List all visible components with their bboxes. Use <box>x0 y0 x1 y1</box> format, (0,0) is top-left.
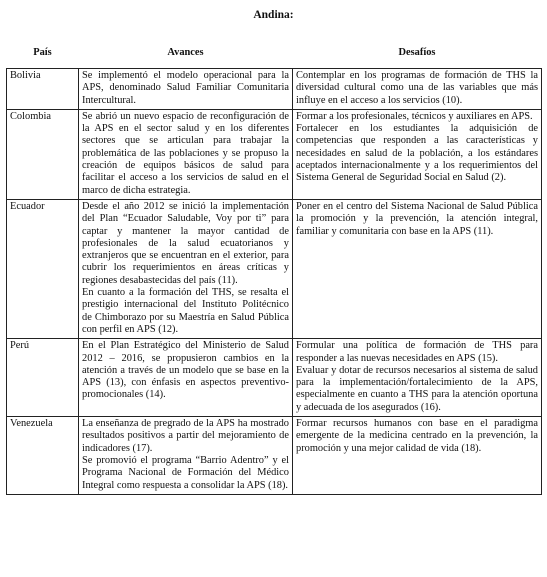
challenges-cell <box>293 339 542 417</box>
table-row <box>7 199 542 338</box>
country-cell: Venezuela <box>7 417 79 495</box>
advances-text: Desde el año 2012 se inició la implementación del Plan “Ecuador Saludable, Voy por ti” para captar y mantener la mayor cantidad de profesionales de la salud ecuatorianos y extranjeros que se encuentran en el exterior, para cubrir los requerimientos en áreas críticas y regiones desabastecidas del país (11). <box>82 200 289 286</box>
advances-text: Se implementó el modelo operacional para la APS, denominado Salud Familiar Comunitaria Intercultural. <box>82 70 289 106</box>
header-country: País <box>7 38 79 69</box>
header-row <box>7 38 542 69</box>
advances-text: La enseñanza de pregrado de la APS ha mostrado resultados positivos a partir del mejoramiento de indicadores (17). <box>82 418 289 454</box>
advances-cell <box>79 199 293 338</box>
advances-text: En el Plan Estratégico del Ministerio de Salud 2012 – 2016, se propusieron cambios en la atención a través de un modelo que se base en la APS (13), con énfasis en aspectos preventivo-promocionales (14). <box>82 340 289 401</box>
challenges-cell <box>293 199 542 338</box>
challenges-text: Fortalecer en los estudiantes la adquisición de competencias que responden a las características y necesidades en salud de la población, a los estándares aceptados internacionalmente y a los requerimientos del Sistema General de Seguridad Social en Salud (2). <box>296 123 538 184</box>
challenges-cell <box>293 417 542 495</box>
advances-text: En cuanto a la formación del THS, se resalta el prestigio internacional del Instituto Politécnico de Chimborazo por su Maestría en Salud Pública con perfil en APS (12). <box>82 287 289 335</box>
section-title: Andina: <box>253 9 294 21</box>
comparison-table <box>6 38 542 495</box>
table-body <box>7 69 542 495</box>
country-cell: Colombia <box>7 109 79 199</box>
challenges-text: Poner en el centro del Sistema Nacional de Salud Pública la promoción y la prevención, la atención integral, familiar y comunitaria con base en la APS (11). <box>296 200 538 237</box>
challenges-cell <box>293 69 542 110</box>
challenges-text: Formar recursos humanos con base en el paradigma emergente de la medicina centrado en la prevención, la promoción y una mejor calidad de vida (18). <box>296 418 538 454</box>
table-header <box>7 38 542 69</box>
table-row <box>7 109 542 199</box>
advances-cell <box>79 417 293 495</box>
advances-text: Se promovió el programa “Barrio Adentro” y el Programa Nacional de Formación del Médico Integral como respuesta a consolidar la APS (18). <box>82 454 289 491</box>
advances-cell <box>79 69 293 110</box>
advances-cell <box>79 339 293 417</box>
advances-cell <box>79 109 293 199</box>
challenges-text: Evaluar y dotar de recursos necesarios al sistema de salud para la implementación/fortalecimiento de la APS, especialmente en cuanto a THS para la atención oportuna y adecuada de los asegurados (16). <box>296 364 538 413</box>
challenges-text: Contemplar en los programas de formación de THS la diversidad cultural como una de las variables que más influye en el acceso a los servicios (10). <box>296 70 538 106</box>
country-cell: Ecuador <box>7 199 79 338</box>
challenges-text: Formular una política de formación de THS para responder a las nuevas necesidades en APS (15). <box>296 340 538 364</box>
header-advances: Avances <box>79 38 293 69</box>
challenges-cell <box>293 109 542 199</box>
table-row <box>7 339 542 417</box>
table-row <box>7 417 542 495</box>
header-challenges: Desafíos <box>293 38 542 69</box>
challenges-text: Formar a los profesionales, técnicos y auxiliares en APS. <box>296 110 533 122</box>
country-cell: Perú <box>7 339 79 417</box>
table-row <box>7 69 542 110</box>
advances-text: Se abrió un nuevo espacio de reconfiguración de la APS en el sector salud y en los diferentes sectores que se articulan para trabajar la problemática de las poblaciones y se propuso la creación de equipos básicos de salud para facilitar el acceso a los servicios de salud en el marco de dicha estrategia. <box>82 110 289 196</box>
country-cell: Bolivia <box>7 69 79 110</box>
